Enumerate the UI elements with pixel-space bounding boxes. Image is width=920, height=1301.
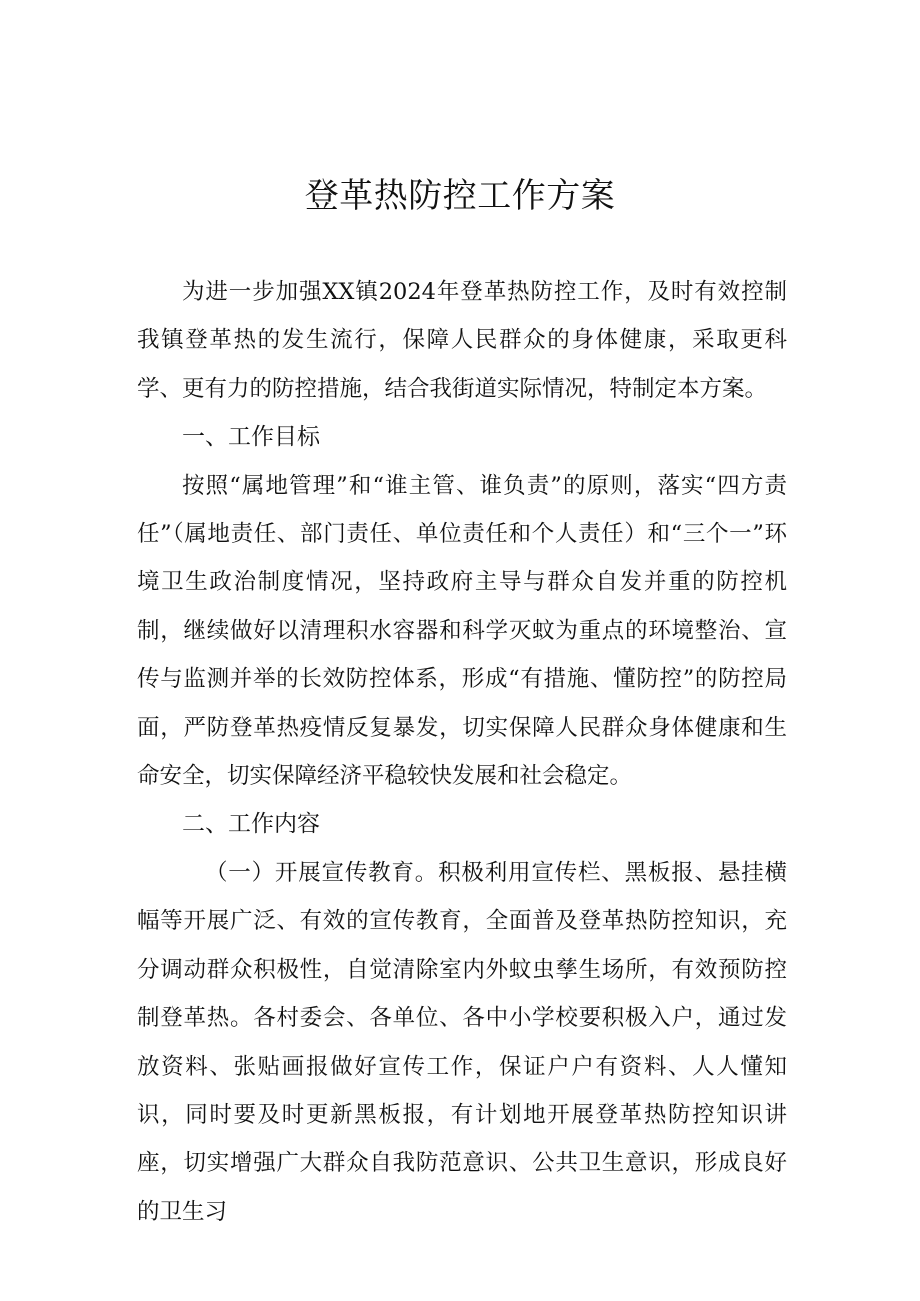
document-body <box>137 268 787 1236</box>
section-heading-content: 二、工作内容 <box>182 811 320 838</box>
document-title: 登革热防控工作方案 <box>304 176 616 216</box>
section-heading-goals: 一、工作目标 <box>182 424 320 451</box>
section-paragraph-goals: 按照“属地管理”和“谁主管、谁负责”的原则，落实“四方责任”（属地责任、部门责任、单位责任和个人责任）和“三个一”环境卫生政治制度情况，坚持政府主导与群众自发并重的防控机制，继续做好以清理积水容器和科学灭蚊为重点的环境整治、宣传与监测并举的长效防控体系，形成“有措施、懂防控”的防控局面，严防登革热疫情反复暴发，切实保障人民群众身体健康和生命安全，切实保障经济平稳较快发展和社会稳定。 <box>137 472 787 790</box>
section-paragraph-content: （一）开展宣传教育。积极利用宣传栏、黑板报、悬挂横幅等开展广泛、有效的宣传教育，全面普及登革热防控知识，充分调动群众积极性，自觉清除室内外蚊虫孳生场所，有效预防控制登革热。各村委会、各单位、各中小学校要积极入户，通过发放资料、张贴画报做好宣传工作，保证户户有资料、人人懂知识，同时要及时更新黑板报，有计划地开展登革热防控知识讲座，切实增强广大群众自我防范意识、公共卫生意识，形成良好的卫生习 <box>137 859 787 1225</box>
intro-paragraph: 为进一步加强XX镇2024年登革热防控工作，及时有效控制我镇登革热的发生流行，保障人民群众的身体健康，采取更科学、更有力的防控措施，结合我街道实际情况，特制定本方案。 <box>137 279 787 402</box>
